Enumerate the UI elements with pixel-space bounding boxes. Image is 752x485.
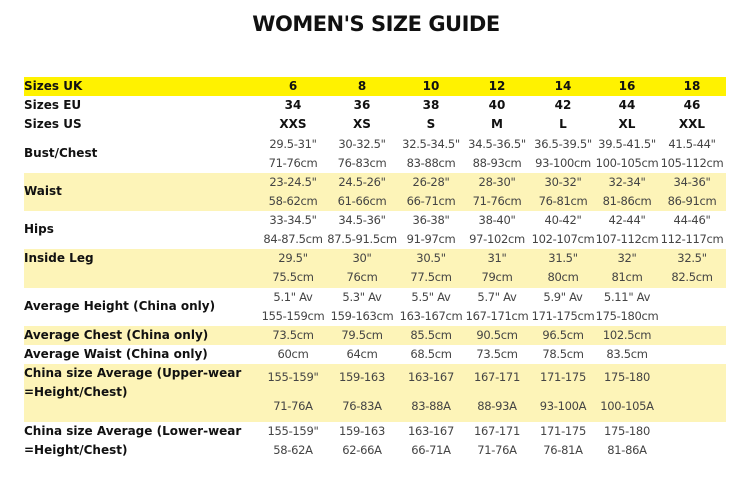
- cell: 79.5cm: [341, 328, 383, 342]
- cell: 26-28": [412, 175, 450, 189]
- cell: 155-159cm: [261, 309, 325, 323]
- cell: 66-71cm: [406, 194, 456, 208]
- table-row-bust-chest: [24, 135, 726, 173]
- row-cells: [24, 345, 726, 364]
- cell: 80cm: [547, 270, 579, 284]
- cell: 107-112cm: [595, 232, 659, 246]
- cell: 91-97cm: [406, 232, 456, 246]
- cell: 34.5-36": [338, 213, 386, 227]
- cell: 14: [554, 79, 572, 93]
- cell: 88-93cm: [472, 156, 522, 170]
- row-label: Average Height (China only): [24, 299, 216, 313]
- cell: 93-100A: [539, 399, 587, 413]
- cell: 5.5" Av: [411, 290, 451, 304]
- cell: 36.5-39.5": [534, 137, 592, 151]
- cell: 175-180cm: [595, 309, 659, 323]
- cell: 16: [618, 79, 636, 93]
- cell: 12: [488, 79, 506, 93]
- row-label: Average Chest (China only): [24, 328, 209, 342]
- row-label-line2: =Height/Chest): [24, 385, 128, 399]
- cell: 42: [554, 98, 572, 112]
- cell: 34: [284, 98, 302, 112]
- cell: 73.5cm: [272, 328, 314, 342]
- cell: S: [426, 117, 436, 131]
- cell: 30-32.5": [338, 137, 386, 151]
- cell: 171-175cm: [531, 309, 595, 323]
- cell: 10: [422, 79, 440, 93]
- cell: M: [491, 117, 503, 131]
- cell: 34.5-36.5": [468, 137, 526, 151]
- cell: 33-34.5": [269, 213, 317, 227]
- row-label: Sizes EU: [24, 98, 82, 112]
- cell: 28-30": [478, 175, 516, 189]
- table-row-inside-leg: [24, 249, 726, 288]
- cell: 6: [288, 79, 298, 93]
- cell: 84-87.5cm: [263, 232, 323, 246]
- cell: 5.1" Av: [273, 290, 313, 304]
- cell: 40: [488, 98, 506, 112]
- cell: 31": [487, 251, 507, 265]
- cell: 36: [353, 98, 371, 112]
- cell: 159-163: [339, 370, 385, 384]
- cell: 83.5cm: [606, 347, 648, 361]
- row-label: Sizes UK: [24, 79, 83, 93]
- row-cells: [24, 288, 726, 326]
- cell: 39.5-41.5": [598, 137, 656, 151]
- row-cells: [24, 173, 726, 211]
- cell: 68.5cm: [410, 347, 452, 361]
- row-cells: [24, 422, 726, 462]
- cell: 32": [617, 251, 637, 265]
- cell: 76-83cm: [337, 156, 387, 170]
- cell: 159-163: [339, 424, 385, 438]
- cell: 102-107cm: [531, 232, 595, 246]
- cell: 77.5cm: [410, 270, 452, 284]
- cell: 163-167: [408, 370, 454, 384]
- cell: 87.5-91.5cm: [327, 232, 397, 246]
- cell: L: [559, 117, 567, 131]
- cell: 23-24.5": [269, 175, 317, 189]
- row-cells: [24, 77, 726, 96]
- cell: 155-159": [267, 424, 319, 438]
- cell: 18: [683, 79, 701, 93]
- cell: 83-88cm: [406, 156, 456, 170]
- cell: 112-117cm: [660, 232, 724, 246]
- cell: 44-46": [673, 213, 711, 227]
- cell: 97-102cm: [469, 232, 525, 246]
- cell: 76cm: [346, 270, 378, 284]
- cell: 58-62A: [273, 443, 313, 457]
- cell: 175-180: [604, 424, 650, 438]
- cell: XXL: [678, 117, 706, 131]
- row-cells: [24, 96, 726, 115]
- cell: 66-71A: [411, 443, 451, 457]
- cell: 32.5": [677, 251, 707, 265]
- table-row-average-height: [24, 288, 726, 326]
- cell: 100-105A: [600, 399, 654, 413]
- row-cells: [24, 249, 726, 288]
- row-label: Sizes US: [24, 117, 82, 131]
- cell: 62-66A: [342, 443, 382, 457]
- cell: 175-180: [604, 370, 650, 384]
- cell: 167-171: [474, 424, 520, 438]
- cell: 42-44": [608, 213, 646, 227]
- cell: 85.5cm: [410, 328, 452, 342]
- cell: 60cm: [277, 347, 309, 361]
- cell: 96.5cm: [542, 328, 584, 342]
- cell: 159-163cm: [330, 309, 394, 323]
- cell: 90.5cm: [476, 328, 518, 342]
- row-label-line2: =Height/Chest): [24, 443, 128, 457]
- cell: 79cm: [481, 270, 513, 284]
- table-row-sizes-eu: [24, 96, 726, 115]
- cell: 41.5-44": [668, 137, 716, 151]
- size-guide-table: [24, 77, 726, 462]
- cell: 34-36": [673, 175, 711, 189]
- cell: 155-159": [267, 370, 319, 384]
- cell: 5.7" Av: [477, 290, 517, 304]
- row-label: Waist: [24, 184, 62, 198]
- cell: 24.5-26": [338, 175, 386, 189]
- cell: 81-86A: [607, 443, 647, 457]
- row-label: Hips: [24, 222, 54, 236]
- cell: 71-76cm: [472, 194, 522, 208]
- cell: 32.5-34.5": [402, 137, 460, 151]
- table-row-hips: [24, 211, 726, 249]
- cell: 86-91cm: [667, 194, 717, 208]
- table-row-waist: [24, 173, 726, 211]
- cell: 38: [422, 98, 440, 112]
- cell: 71-76cm: [268, 156, 318, 170]
- row-label: Bust/Chest: [24, 146, 98, 160]
- cell: 82.5cm: [671, 270, 713, 284]
- cell: 30.5": [416, 251, 446, 265]
- cell: 40-42": [544, 213, 582, 227]
- cell: 75.5cm: [272, 270, 314, 284]
- cell: 5.9" Av: [543, 290, 583, 304]
- table-row-average-chest: [24, 326, 726, 345]
- row-label: Inside Leg: [24, 251, 94, 265]
- cell: 64cm: [346, 347, 378, 361]
- table-row-china-lower-wear: [24, 422, 726, 462]
- cell: XS: [353, 117, 371, 131]
- cell: 93-100cm: [535, 156, 591, 170]
- row-cells: [24, 364, 726, 422]
- cell: 88-93A: [477, 399, 517, 413]
- table-row-sizes-uk: [24, 77, 726, 96]
- cell: 32-34": [608, 175, 646, 189]
- table-row-china-upper-wear: [24, 364, 726, 422]
- cell: 30": [352, 251, 372, 265]
- cell: 61-66cm: [337, 194, 387, 208]
- row-label: Average Waist (China only): [24, 347, 208, 361]
- cell: 58-62cm: [268, 194, 318, 208]
- cell: 105-112cm: [660, 156, 724, 170]
- cell: 5.3" Av: [342, 290, 382, 304]
- cell: 71-76A: [477, 443, 517, 457]
- cell: 76-83A: [342, 399, 382, 413]
- cell: XL: [618, 117, 636, 131]
- cell: 29.5": [278, 251, 308, 265]
- cell: 76-81cm: [538, 194, 588, 208]
- cell: 163-167cm: [399, 309, 463, 323]
- cell: 76-81A: [543, 443, 583, 457]
- row-label-line1: China size Average (Lower-wear: [24, 424, 242, 438]
- cell: 167-171: [474, 370, 520, 384]
- cell: 171-175: [540, 424, 586, 438]
- cell: 30-32": [544, 175, 582, 189]
- row-cells: [24, 211, 726, 249]
- cell: 83-88A: [411, 399, 451, 413]
- cell: 5.11" Av: [603, 290, 651, 304]
- cell: 102.5cm: [602, 328, 652, 342]
- cell: 46: [683, 98, 701, 112]
- cell: 171-175: [540, 370, 586, 384]
- cell: 163-167: [408, 424, 454, 438]
- cell: 100-105cm: [595, 156, 659, 170]
- cell: 36-38": [412, 213, 450, 227]
- cell: 29.5-31": [269, 137, 317, 151]
- cell: 38-40": [478, 213, 516, 227]
- row-cells: [24, 115, 726, 135]
- cell: 8: [357, 79, 367, 93]
- cell: 167-171cm: [465, 309, 529, 323]
- cell: 73.5cm: [476, 347, 518, 361]
- cell: 71-76A: [273, 399, 313, 413]
- cell: 78.5cm: [542, 347, 584, 361]
- table-row-sizes-us: [24, 115, 726, 135]
- cell: XXS: [279, 117, 307, 131]
- cell: 81-86cm: [602, 194, 652, 208]
- cell: 31.5": [548, 251, 578, 265]
- row-cells: [24, 135, 726, 173]
- page-title: WOMEN'S SIZE GUIDE: [252, 12, 500, 36]
- cell: 81cm: [611, 270, 643, 284]
- row-cells: [24, 326, 726, 345]
- table-row-average-waist: [24, 345, 726, 364]
- cell: 44: [618, 98, 636, 112]
- row-label-line1: China size Average (Upper-wear: [24, 366, 242, 380]
